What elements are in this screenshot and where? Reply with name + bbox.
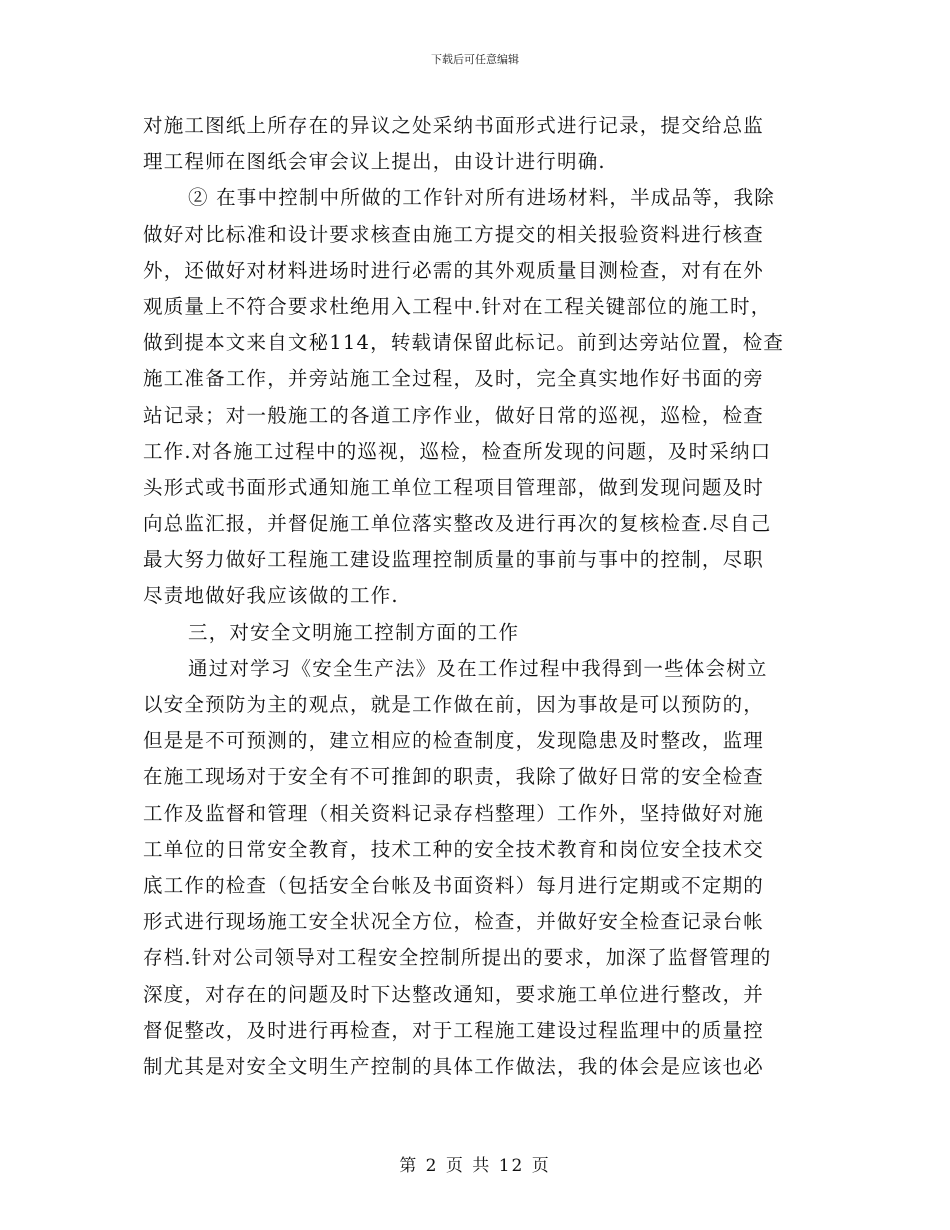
- text-line: 理工程师在图纸会审会议上提出，由设计进行明确.: [143, 150, 606, 174]
- text-line: 以安全预防为主的观点，就是工作做在前，因为事故是可以预防的，: [143, 693, 765, 716]
- text-line: 头形式或书面形式通知施工单位工程项目管理部，做到发现问题及时: [143, 475, 765, 499]
- text-line: 通过对学习《安全生产法》及在工作过程中我得到一些体会树立: [188, 656, 768, 680]
- text-line: 在施工现场对于安全有不可推卸的职责，我除了做好日常的安全检查: [143, 765, 765, 789]
- text-line: 做到提本文来自文秘114，转载请保留此标记。前到达旁站位置，检查: [143, 331, 785, 355]
- text-line: 观质量上不符合要求杜绝用入工程中.针对在工程关键部位的施工时，: [143, 294, 772, 318]
- text-line: 做好对比标准和设计要求核查由施工方提交的相关报验资料进行核查: [143, 222, 765, 246]
- document-body: [143, 108, 803, 1085]
- text-line: 深度，对存在的问题及时下达整改通知，要求施工单位进行整改，并: [143, 982, 765, 1006]
- footer-page-number: 2: [425, 1156, 439, 1176]
- text-line: 最大努力做好工程施工建设监理控制质量的事前与事中的控制，尽职: [143, 548, 765, 572]
- footer-suffix: 页: [531, 1156, 551, 1176]
- text-line: 工作及监督和管理（相关资料记录存档整理）工作外，坚持做好对施: [143, 801, 765, 825]
- page-footer: [0, 1154, 950, 1178]
- text-line: 底工作的检查（包括安全台帐及书面资料）每月进行定期或不定期的: [143, 873, 765, 897]
- text-line: 外，还做好对材料进场时进行必需的其外观质量目测检查，对有在外: [143, 258, 765, 282]
- text-line: 对施工图纸上所存在的异议之处采纳书面形式进行记录，提交给总监: [143, 114, 765, 137]
- page-header: 下载后可任意编辑: [431, 53, 519, 66]
- text-line: 但是是不可预测的，建立相应的检查制度，发现隐患及时整改，监理: [143, 729, 765, 753]
- text-line: 尽责地做好我应该做的工作.: [143, 584, 399, 608]
- footer-prefix: 第: [399, 1156, 419, 1176]
- text-line: 施工准备工作，并旁站施工全过程，及时，完全真实地作好书面的旁: [143, 367, 765, 391]
- footer-middle: 页 共: [445, 1156, 492, 1176]
- text-line: 工作.对各施工过程中的巡视，巡检，检查所发现的问题，及时采纳口: [143, 439, 772, 463]
- text-line: ② 在事中控制中所做的工作针对所有进场材料，半成品等，我除: [188, 186, 775, 210]
- text-line: 存档.针对公司领导对工程安全控制所提出的要求，加深了监督管理的: [143, 946, 772, 970]
- footer-total-pages: 12: [498, 1156, 525, 1176]
- text-line: 制尤其是对安全文明生产控制的具体工作做法，我的体会是应该也必: [143, 1054, 765, 1078]
- text-line: 工单位的日常安全教育，技术工种的安全技术教育和岗位安全技术交: [143, 837, 765, 861]
- text-line: 站记录；对一般施工的各道工序作业，做好日常的巡视，巡检，检查: [143, 403, 765, 427]
- section-heading: 三，对安全文明施工控制方面的工作: [188, 620, 520, 644]
- text-line: 督促整改，及时进行再检查，对于工程施工建设过程监理中的质量控: [143, 1018, 765, 1042]
- text-line: 形式进行现场施工安全状况全方位，检查，并做好安全检查记录台帐: [143, 910, 765, 934]
- text-line: 向总监汇报，并督促施工单位落实整改及进行再次的复核检查.尽自己: [143, 512, 772, 536]
